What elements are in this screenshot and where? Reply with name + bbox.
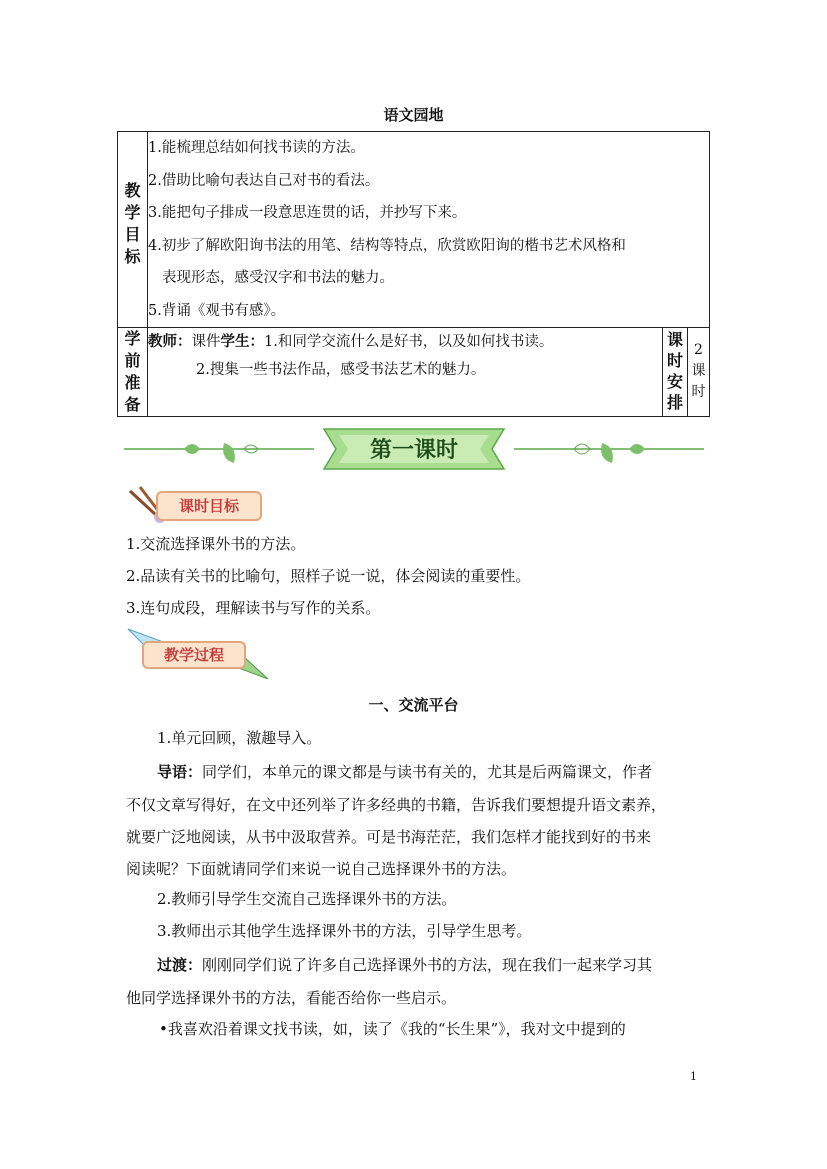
transition-line-1: 过渡：刚刚同学们说了许多自己选择课外书的方法，现在我们一起来学习其: [157, 956, 653, 974]
hours-value: 2 课 时: [688, 328, 710, 417]
leaf-right-icon: [574, 443, 645, 463]
lesson-plan-table: [117, 131, 710, 417]
objective-item: 3.能把句子排成一段意思连贯的话，并抄写下来。: [148, 205, 467, 221]
section-heading: 一、交流平台: [368, 696, 459, 714]
step-1: 1.单元回顾，激趣导入。: [157, 729, 322, 747]
objectives-list: [148, 132, 710, 328]
objectives-label: 教 学 目 标: [118, 132, 148, 328]
student-label: 学生：: [220, 334, 264, 350]
intro-line-4: 阅读呢？下面就请同学们来说一说自己选择课外书的方法。: [126, 860, 517, 878]
arrangement-label: 课 时 安 排: [663, 328, 688, 417]
transition-label: 过渡: [157, 956, 188, 974]
badge-teaching-process-label: 教学过程: [142, 641, 246, 669]
document-title: 语文园地: [383, 106, 444, 124]
intro-line-1: 导语：同学们，本单元的课文都是与读书有关的，尤其是后两篇课文，作者: [157, 763, 653, 781]
step-2: 2.教师引导学生交流自己选择课外书的方法。: [157, 890, 457, 908]
objective-item: 1.能梳理总结如何找书读的方法。: [148, 140, 365, 156]
prep-content: [148, 328, 663, 417]
teacher-text: 课件: [191, 334, 221, 350]
banner-title: 第一课时: [369, 438, 459, 463]
lesson-goal-item: 2.品读有关书的比喻句，照样子说一说，体会阅读的重要性。: [126, 567, 531, 585]
intro-line-3: 就要广泛地阅读，从书中汲取营养。可是书海茫茫，我们怎样才能找到好的书来: [126, 828, 652, 846]
bullet-example: •我喜欢沿着课文找书读，如，读了《我的“长生果”》，我对文中提到的: [159, 1020, 626, 1038]
objective-item: 2.借助比喻句表达自己对书的看法。: [148, 172, 380, 189]
lesson-banner: [124, 425, 704, 473]
lesson-goal-item: 1.交流选择课外书的方法。: [126, 535, 306, 553]
step-3: 3.教师出示其他学生选择课外书的方法，引导学生思考。: [157, 922, 532, 940]
prep-label: 学 前 准 备: [118, 328, 148, 417]
badge-lesson-goals-label: 课时目标: [156, 491, 262, 521]
lesson-goal-item: 3.连句成段，理解读书与写作的关系。: [126, 599, 381, 617]
objective-item: 表现形态，感受汉字和书法的魅力。: [162, 270, 394, 286]
student-line-2: 2.搜集一些书法作品，感受书法艺术的魅力。: [196, 362, 486, 378]
teacher-label: 教师：: [148, 334, 192, 350]
transition-line-2: 他同学选择课外书的方法，看能否给你一些启示。: [126, 989, 457, 1007]
objective-item: 5.背诵《观书有感》。: [148, 302, 286, 319]
intro-line-2: 不仅文章写得好，在文中还列举了许多经典的书籍，告诉我们要想提升语文素养，: [126, 796, 667, 814]
badge-teaching-process: [126, 627, 271, 679]
student-line-1: 1.和同学交流什么是好书，以及如何找书读。: [264, 334, 554, 350]
intro-label: 导语: [157, 763, 188, 781]
objective-item: 4.初步了解欧阳询书法的用笔、结构等特点，欣赏欧阳询的楷书艺术风格和: [148, 237, 626, 254]
leaf-left-icon: [184, 443, 258, 463]
badge-lesson-goals: [126, 485, 266, 525]
page-number: 1: [690, 1070, 697, 1083]
